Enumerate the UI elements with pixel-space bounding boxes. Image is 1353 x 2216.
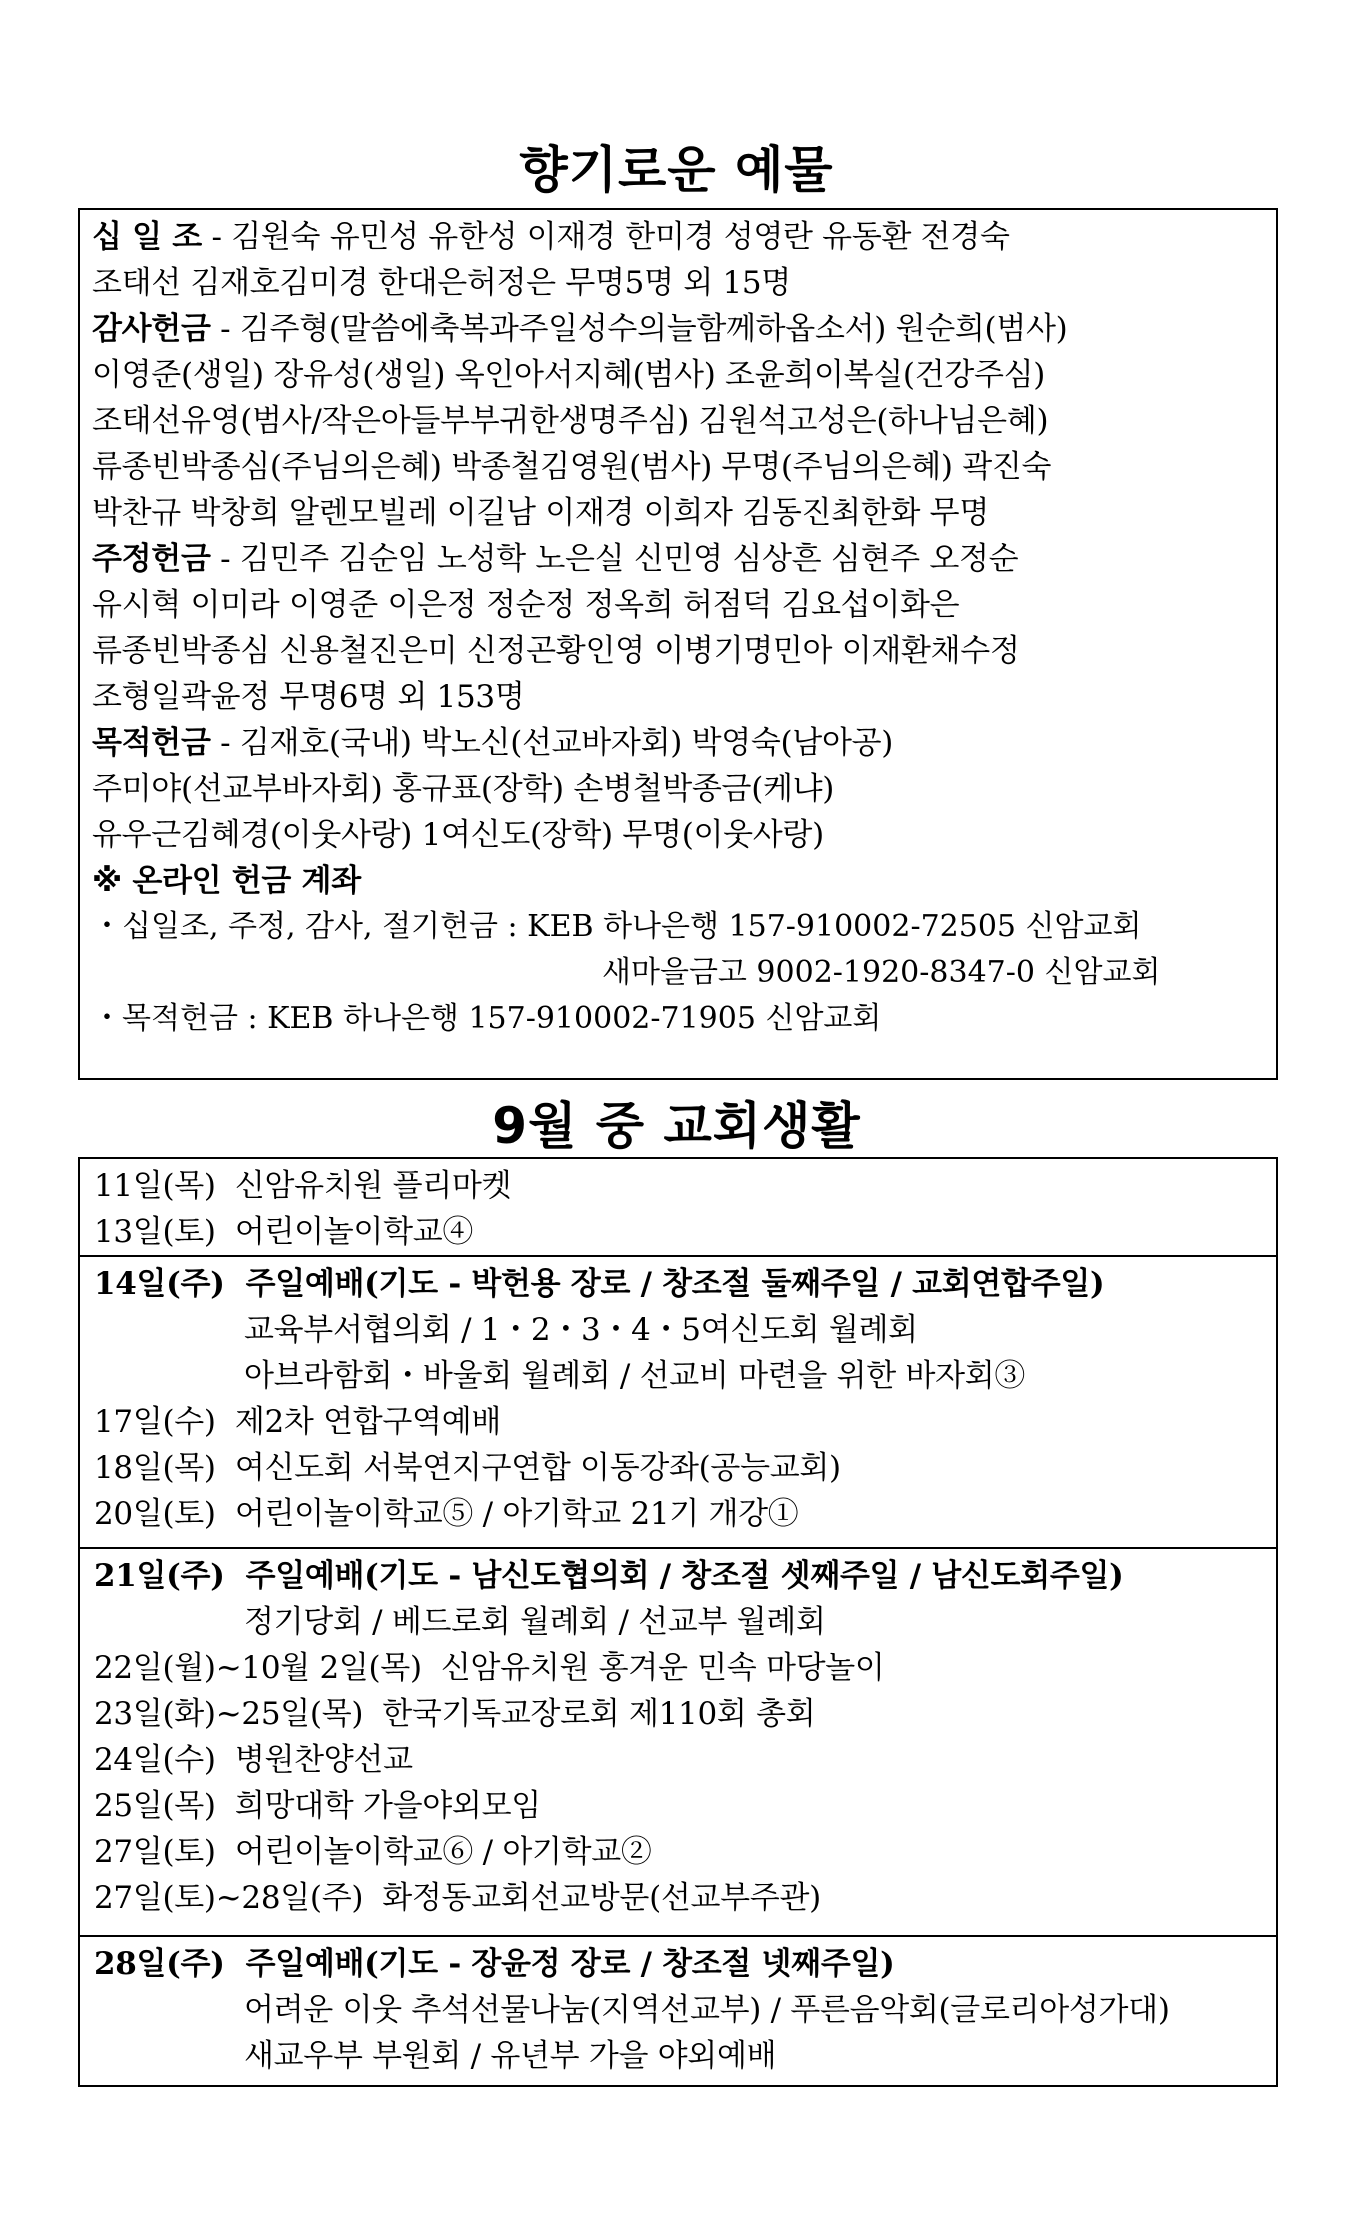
schedule-row: 14일(주) 주일예배(기도 - 박헌용 장로 / 창조절 둘째주일 / 교회연합주일) (94, 1266, 1105, 1302)
schedule-row: 어려운 이웃 추석선물나눔(지역선교부) / 푸른음악회(글로리아성가대) (244, 1992, 1170, 2028)
schedule-row: 아브라함회・바울회 월례회 / 선교비 마련을 위한 바자회③ (244, 1358, 1026, 1394)
offering-line: 조태선 김재호김미경 한대은허정은 무명5명 외 15명 (92, 265, 791, 301)
offering-line: 류종빈박종심 신용철진은미 신정곤황인영 이병기명민아 이재환채수정 (92, 633, 1020, 669)
schedule-row: 25일(목) 희망대학 가을야외모임 (94, 1788, 541, 1824)
offering-label: 주정헌금 (92, 541, 211, 577)
offering-line: 주정헌금 - 김민주 김순임 노성학 노은실 신민영 심상흔 심현주 오정순 (92, 541, 1019, 577)
schedule-row: 교육부서협의회 / 1・2・3・4・5여신도회 월례회 (244, 1312, 918, 1348)
account-line: ・목적헌금 : KEB 하나은행 157-910002-71905 신암교회 (92, 1001, 882, 1036)
offering-box (78, 208, 1278, 1080)
offering-label: 십 일 조 (92, 219, 202, 255)
offering-line: 조형일곽윤정 무명6명 외 153명 (92, 679, 525, 715)
offering-line: 류종빈박종심(주님의은혜) 박종철김영원(범사) 무명(주님의은혜) 곽진숙 (92, 449, 1052, 485)
offering-line: 유우근김혜경(이웃사랑) 1여신도(장학) 무명(이웃사랑) (92, 817, 824, 853)
schedule-row: 21일(주) 주일예배(기도 - 남신도협의회 / 창조절 셋째주일 / 남신도회주일) (94, 1558, 1124, 1594)
schedule-row: 24일(수) 병원찬양선교 (94, 1742, 413, 1778)
offering-title: 향기로운 예물 (519, 141, 834, 199)
account-line: ・십일조, 주정, 감사, 절기헌금 : KEB 하나은행 157-910002-72505 신암교회 (92, 909, 1142, 944)
offering-line: 조태선유영(범사/작은아들부부귀한생명주심) 김원석고성은(하나님은혜) (92, 403, 1049, 439)
offering-line: 감사헌금 - 김주형(말씀에축복과주일성수의늘함께하옵소서) 원순희(범사) (92, 311, 1068, 347)
offering-label: 감사헌금 (92, 311, 211, 347)
schedule-block (78, 1157, 1278, 1255)
schedule-row: 20일(토) 어린이놀이학교⑤ / 아기학교 21기 개강① (94, 1496, 799, 1532)
offering-line: 이영준(생일) 장유성(생일) 옥인아서지혜(범사) 조윤희이복실(건강주심) (92, 357, 1046, 393)
schedule-row: 새교우부 부원회 / 유년부 가을 야외예배 (244, 2038, 777, 2074)
account-line: 새마을금고 9002-1920-8347-0 신암교회 (602, 955, 1161, 990)
schedule-row: 11일(목) 신암유치원 플리마켓 (94, 1168, 512, 1204)
offering-line: 유시혁 이미라 이영준 이은정 정순정 정옥희 허점덕 김요섭이화은 (92, 587, 960, 623)
offering-line: 십 일 조 - 김원숙 유민성 유한성 이재경 한미경 성영란 유동환 전경숙 (92, 219, 1010, 255)
schedule-block (78, 1255, 1278, 1547)
schedule-row: 17일(수) 제2차 연합구역예배 (94, 1404, 501, 1440)
schedule-row: 18일(목) 여신도회 서북연지구연합 이동강좌(공능교회) (94, 1450, 841, 1486)
schedule-row: 27일(토) 어린이놀이학교⑥ / 아기학교② (94, 1834, 652, 1870)
offering-line: 주미야(선교부바자회) 홍규표(장학) 손병철박종금(케냐) (92, 771, 835, 807)
schedule-row: 22일(월)~10월 2일(목) 신암유치원 홍겨운 민속 마당놀이 (94, 1650, 885, 1686)
schedule-title: 9월 중 교회생활 (492, 1097, 861, 1155)
offering-line: 박찬규 박창희 알렌모빌레 이길남 이재경 이희자 김동진최한화 무명 (92, 495, 989, 531)
schedule-block (78, 1935, 1278, 2087)
offering-line: 목적헌금 - 김재호(국내) 박노신(선교바자회) 박영숙(남아공) (92, 725, 894, 761)
offering-label: 목적헌금 (92, 725, 211, 761)
schedule-row: 23일(화)~25일(목) 한국기독교장로회 제110회 총회 (94, 1696, 816, 1732)
schedule-row: 13일(토) 어린이놀이학교④ (94, 1214, 474, 1250)
online-account-notice: ※ 온라인 헌금 계좌 (92, 863, 361, 899)
schedule-row: 27일(토)~28일(주) 화정동교회선교방문(선교부주관) (94, 1880, 821, 1916)
schedule-row: 정기당회 / 베드로회 월례회 / 선교부 월례회 (244, 1604, 826, 1640)
schedule-row: 28일(주) 주일예배(기도 - 장윤정 장로 / 창조절 넷째주일) (94, 1946, 895, 1982)
schedule-block (78, 1547, 1278, 1935)
